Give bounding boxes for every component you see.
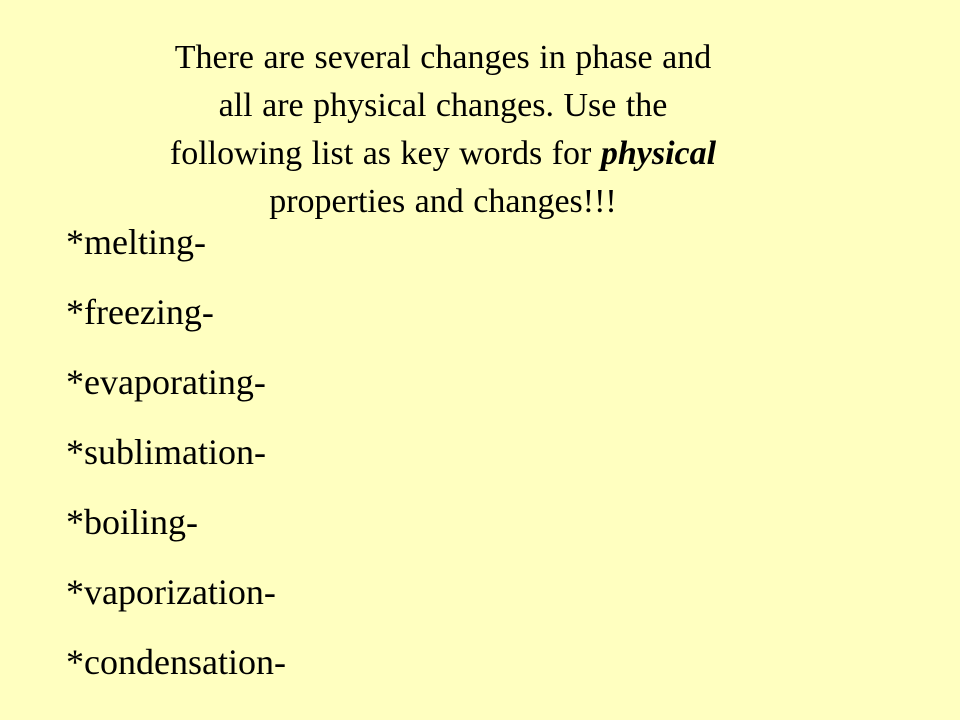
intro-paragraph (110, 34, 776, 226)
intro-line-4: properties and changes!!! (269, 183, 617, 220)
list-item-sublimation: *sublimation- (66, 432, 266, 472)
emphasis-physical: physical (600, 135, 717, 172)
intro-line-3: following list as key words for (169, 135, 601, 172)
list-item-melting: *melting- (66, 222, 206, 262)
intro-line-1: There are several changes in phase and (174, 39, 712, 76)
key-word-list (66, 218, 286, 708)
list-item-evaporating: *evaporating- (66, 362, 266, 402)
list-item-boiling: *boiling- (66, 502, 198, 542)
list-item-freezing: *freezing- (66, 292, 214, 332)
list-item-vaporization: *vaporization- (66, 572, 276, 612)
list-item-condensation: *condensation- (66, 642, 286, 682)
intro-line-2: all are physical changes. Use the (218, 87, 668, 124)
